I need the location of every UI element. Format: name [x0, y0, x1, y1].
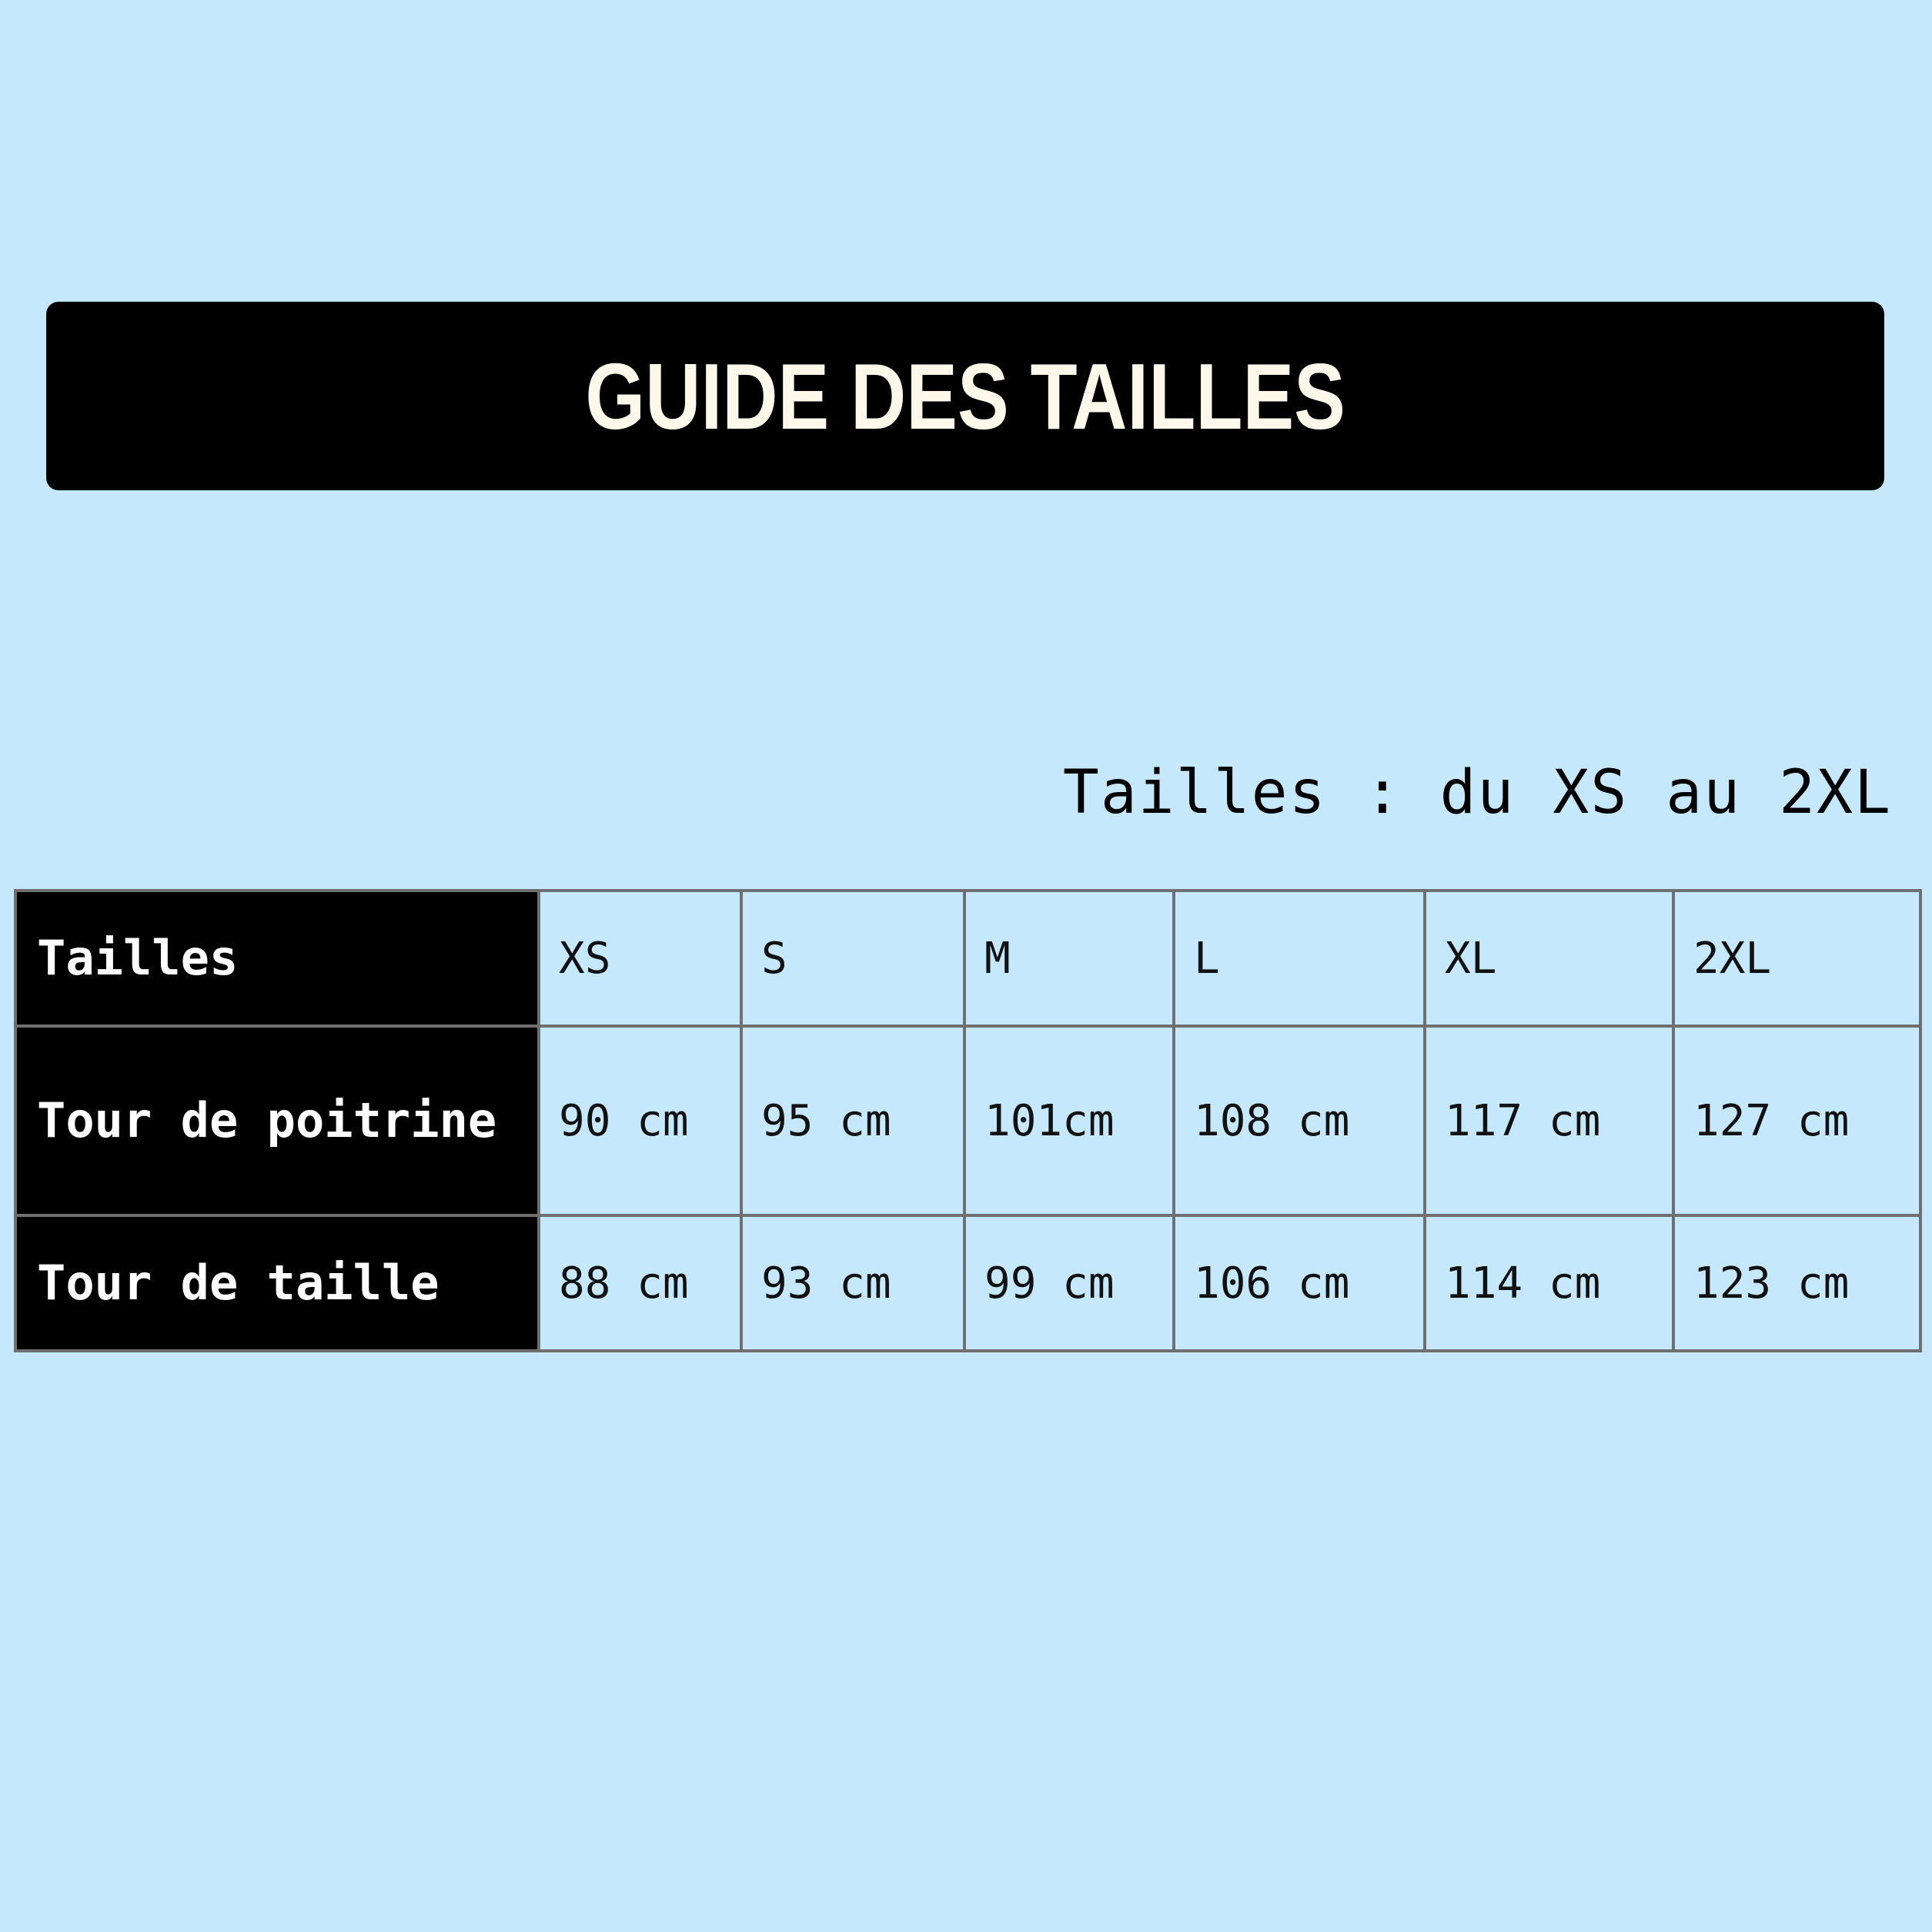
chest-cell-s: 95 cm	[741, 1026, 964, 1215]
row-header-waist: Tour de taille	[15, 1215, 539, 1351]
size-cell-l: L	[1174, 891, 1425, 1026]
page-title: GUIDE DES TAILLES	[585, 343, 1345, 449]
table-row-chest	[15, 1026, 1920, 1215]
waist-cell-l: 106 cm	[1174, 1215, 1425, 1351]
size-range-subtitle: Tailles : du XS au 2XL	[1062, 758, 1892, 827]
waist-cell-xl: 114 cm	[1425, 1215, 1673, 1351]
size-cell-xl: XL	[1425, 891, 1673, 1026]
table-row-waist	[15, 1215, 1920, 1351]
row-header-chest: Tour de poitrine	[15, 1026, 539, 1215]
chest-cell-2xl: 127 cm	[1673, 1026, 1920, 1215]
title-banner	[46, 302, 1884, 490]
size-cell-s: S	[741, 891, 964, 1026]
chest-cell-m: 101cm	[964, 1026, 1174, 1215]
waist-cell-xs: 88 cm	[539, 1215, 741, 1351]
chest-cell-l: 108 cm	[1174, 1026, 1425, 1215]
waist-cell-m: 99 cm	[964, 1215, 1174, 1351]
size-cell-2xl: 2XL	[1673, 891, 1920, 1026]
waist-cell-2xl: 123 cm	[1673, 1215, 1920, 1351]
chest-cell-xs: 90 cm	[539, 1026, 741, 1215]
size-cell-xs: XS	[539, 891, 741, 1026]
size-chart-table	[14, 889, 1922, 1352]
waist-cell-s: 93 cm	[741, 1215, 964, 1351]
row-header-sizes: Tailles	[15, 891, 539, 1026]
chest-cell-xl: 117 cm	[1425, 1026, 1673, 1215]
table-row-sizes	[15, 891, 1920, 1026]
size-cell-m: M	[964, 891, 1174, 1026]
